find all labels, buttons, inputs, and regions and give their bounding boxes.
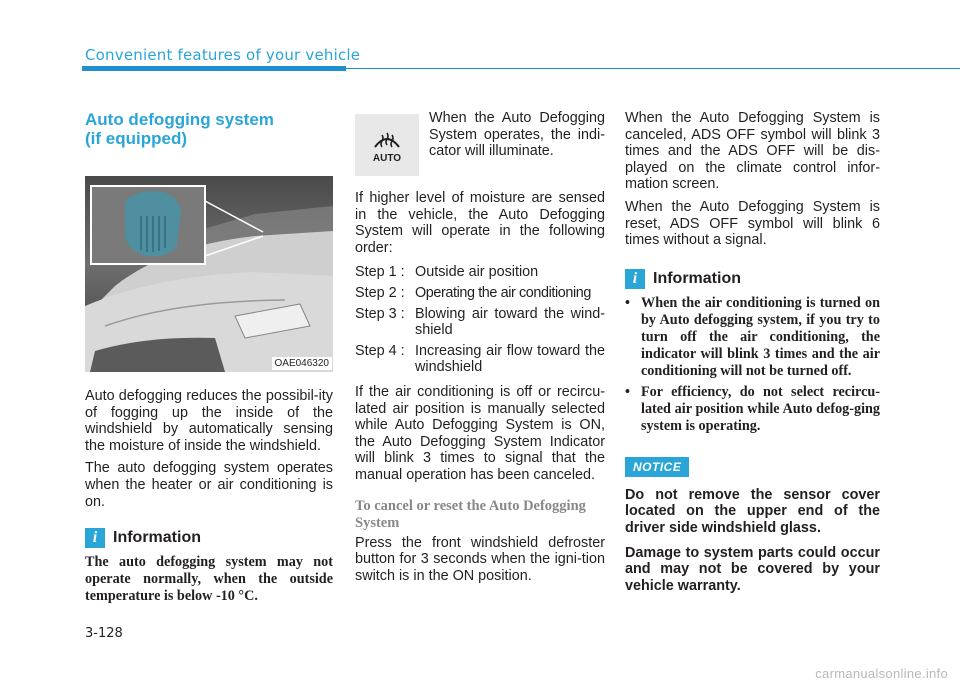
col3-paragraph-1: When the Auto Defogging System is canceled, ADS OFF symbol will blink 3 times and the ADS OFF will be dis-played on the climate control infor-mation screen. bbox=[625, 110, 880, 193]
step-text: Increasing air flow toward the windshield bbox=[415, 342, 605, 376]
column-left bbox=[85, 110, 333, 605]
step-text: Outside air position bbox=[415, 264, 539, 281]
notice-paragraph-2: Damage to system parts could occur and may not be covered by your vehicle warranty. bbox=[625, 544, 880, 594]
bullet-text: When the air conditioning is turned on by Auto defogging system, if you try to turn off the air conditioning, the indicator will blink 3 times and the air conditioning will not be turned off. bbox=[641, 294, 880, 379]
col2-paragraph-3: Press the front windshield defroster button for 3 seconds when the igni-tion switch is in the ON position. bbox=[355, 534, 605, 584]
col1-paragraph-2: The auto defogging system operates when the heater or air conditioning is on. bbox=[85, 460, 333, 510]
icon-caption: When the Auto Defogging System operates, the indi-cator will illuminate. bbox=[429, 110, 605, 160]
column-right bbox=[625, 110, 880, 602]
car-illustration-icon bbox=[85, 176, 333, 372]
step-text: Operating the air conditioning bbox=[415, 284, 591, 301]
subsection-title: To cancel or reset the Auto Defogging System bbox=[355, 497, 586, 531]
section-title-line2: (if equipped) bbox=[85, 129, 187, 148]
info-heading bbox=[625, 269, 880, 289]
steps-list bbox=[355, 264, 605, 376]
col2-paragraph-1: If higher level of moisture are sensed in the vehicle, the Auto Defogging System will operate in the following order: bbox=[355, 190, 605, 256]
info-icon: i bbox=[85, 528, 105, 548]
auto-defog-indicator bbox=[355, 114, 419, 176]
section-title-line1: Auto defogging system bbox=[85, 110, 274, 129]
step-label: Step 2 : bbox=[355, 284, 405, 301]
bullet-text: For efficiency, do not select recircu-lated air position while Auto defog-ging system is operating. bbox=[641, 383, 880, 434]
notice-badge: NOTICE bbox=[625, 457, 689, 477]
defog-icon bbox=[372, 127, 402, 151]
info-label: Information bbox=[113, 529, 201, 547]
auto-icon-label: AUTO bbox=[372, 152, 402, 164]
figure-code: OAE046320 bbox=[272, 357, 333, 370]
step-item bbox=[355, 285, 605, 302]
step-label: Step 3 : bbox=[355, 305, 405, 322]
section-title bbox=[85, 110, 333, 148]
step-label: Step 4 : bbox=[355, 342, 405, 359]
car-sensor-figure bbox=[85, 176, 333, 372]
step-item bbox=[355, 264, 605, 281]
auto-indicator-block bbox=[355, 110, 605, 176]
col3-paragraph-2: When the Auto Defogging System is reset, ADS OFF symbol will blink 6 times without a signal. bbox=[625, 198, 880, 249]
info-bullet bbox=[625, 384, 880, 435]
info-label: Information bbox=[653, 269, 741, 287]
step-label: Step 1 : bbox=[355, 264, 405, 281]
col2-paragraph-2: If the air conditioning is off or recircu-lated air position is manually selected while Auto Defogging System is ON, the Auto Defogging System Indicator will blink 3 times to signal that the manual operation has been canceled. bbox=[355, 383, 605, 483]
info-bullet bbox=[625, 295, 880, 380]
step-item bbox=[355, 343, 605, 376]
column-middle bbox=[355, 110, 605, 590]
info-text: The auto defogging system may not operate normally, when the outside temperature is below -10 °C. bbox=[85, 554, 333, 605]
header-title: Convenient features of your vehicle bbox=[85, 46, 361, 64]
page-number: 3-128 bbox=[85, 626, 123, 641]
bullet-dot-icon: • bbox=[625, 294, 630, 311]
step-item bbox=[355, 306, 605, 339]
info-icon: i bbox=[625, 269, 645, 289]
bullet-dot-icon: • bbox=[625, 383, 630, 400]
watermark: carmanualsonline.info bbox=[815, 666, 948, 681]
header-accent-bar bbox=[82, 66, 346, 71]
notice-paragraph-1: Do not remove the sensor cover located on the upper end of the driver side windshield glass. bbox=[625, 486, 880, 536]
header-rule bbox=[346, 68, 960, 69]
col1-paragraph-1: Auto defogging reduces the possibil-ity of fogging up the inside of the windshield by automatically sensing the moisture of inside the windshield. bbox=[85, 388, 333, 454]
info-heading bbox=[85, 528, 333, 548]
step-text: Blowing air toward the wind-shield bbox=[415, 305, 605, 339]
